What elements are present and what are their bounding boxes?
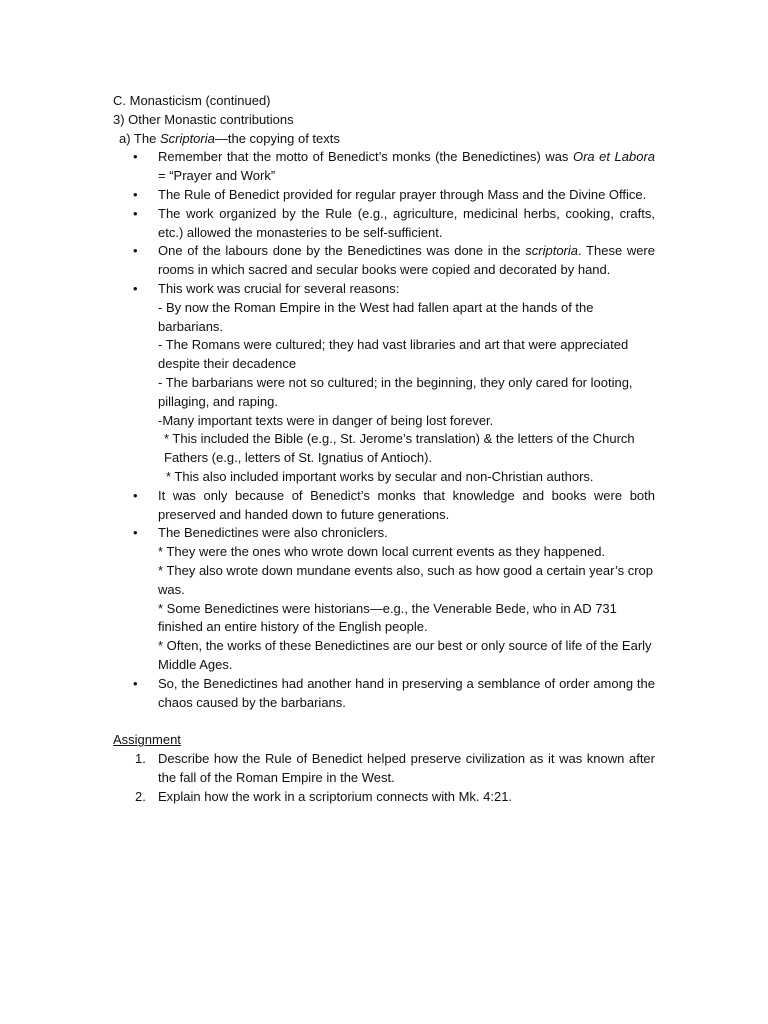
assignment-list: [113, 750, 655, 806]
bullet-text-post: . These were rooms in which sacred and secular books were copied and decorated by hand.: [158, 243, 655, 278]
bullet-text: So, the Benedictines had another hand in preserving a semblance of order among the chaos caused by the barbarians.: [158, 675, 655, 710]
assignment-number: 1.: [135, 751, 146, 767]
bullet-text-italic: Ora et Labora: [572, 149, 656, 165]
bullet-list: [113, 148, 655, 712]
bullet-item-motto: [113, 148, 655, 186]
topic-prefix: a) The: [119, 130, 160, 146]
sub-star-point: * This also included important works by secular and non-Christian authors.: [166, 468, 594, 484]
sub-star-point: * This included the Bible (e.g., St. Jerome’s translation) & the letters of the Church Fathers (e.g., letters of St. Ignatius of Antioch).: [164, 431, 635, 466]
bullet-icon: •: [133, 280, 138, 296]
bullet-item-preserved: [113, 487, 655, 525]
sub-point: * Some Benedictines were historians—e.g., the Venerable Bede, who in AD 731 finished an entire history of the English people.: [158, 600, 617, 635]
spacer: [113, 712, 655, 731]
assignment-text: Describe how the Rule of Benedict helped preserve civilization as it was known after the fall of the Roman Empire in the West.: [158, 751, 655, 785]
assignment-item: [113, 750, 655, 788]
bullet-item-scriptoria: [113, 242, 655, 280]
sub-point: -Many important texts were in danger of being lost forever.: [158, 412, 494, 428]
bullet-text-pre: Remember that the motto of Benedict’s monks (the Benedictines) was: [158, 149, 573, 165]
assignment-number: 2.: [135, 788, 146, 804]
sub-point: * They were the ones who wrote down local current events as they happened.: [158, 544, 606, 560]
bullet-text: It was only because of Benedict’s monks that knowledge and books were both preserved and handed down to future generations.: [158, 487, 655, 522]
bullet-item-chroniclers: [113, 524, 655, 674]
assignment-text: Explain how the work in a scriptorium connects with Mk. 4:21.: [158, 788, 513, 804]
document-page: [113, 92, 655, 806]
sub-point: * They also wrote down mundane events also, such as how good a certain year’s crop was.: [158, 562, 654, 597]
sub-point: - By now the Roman Empire in the West had fallen apart at the hands of the barbarians.: [158, 299, 594, 334]
topic-suffix: —the copying of texts: [214, 130, 340, 146]
bullet-icon: •: [133, 525, 138, 541]
bullet-item-work: [113, 205, 655, 243]
bullet-icon: •: [133, 675, 138, 691]
assignment-heading: Assignment: [113, 732, 181, 748]
bullet-item-order: [113, 675, 655, 713]
bullet-text-pre: One of the labours done by the Benedictines was done in the: [158, 243, 526, 259]
sub-point: - The barbarians were not so cultured; in the beginning, they only cared for looting, pillaging, and raping.: [158, 374, 633, 409]
topic-italic: Scriptoria: [159, 130, 215, 146]
bullet-text-post: = “Prayer and Work”: [158, 168, 276, 184]
section-heading: C. Monasticism (continued): [113, 93, 271, 108]
bullet-icon: •: [133, 186, 138, 202]
subsection-heading: 3) Other Monastic contributions: [113, 111, 294, 127]
sub-point: * Often, the works of these Benedictines are our best or only source of life of the Early Middle Ages.: [158, 638, 652, 672]
bullet-text: This work was crucial for several reasons:: [158, 280, 400, 296]
bullet-icon: •: [133, 487, 138, 503]
bullet-text: The Benedictines were also chroniclers.: [158, 525, 388, 541]
bullet-icon: •: [133, 205, 138, 221]
bullet-text: The work organized by the Rule (e.g., agriculture, medicinal herbs, cooking, crafts, etc.) allowed the monasteries to be self-sufficient.: [158, 205, 655, 240]
assignment-item: [113, 788, 655, 807]
bullet-item-reasons: [113, 280, 655, 487]
bullet-text-italic: scriptoria: [525, 243, 579, 259]
bullet-icon: •: [133, 149, 138, 165]
bullet-item-prayer: [113, 186, 655, 205]
topic-heading: [113, 130, 655, 149]
bullet-text: The Rule of Benedict provided for regular prayer through Mass and the Divine Office.: [158, 186, 647, 202]
sub-point: - The Romans were cultured; they had vast libraries and art that were appreciated despite their decadence: [158, 337, 629, 372]
bullet-icon: •: [133, 243, 138, 259]
